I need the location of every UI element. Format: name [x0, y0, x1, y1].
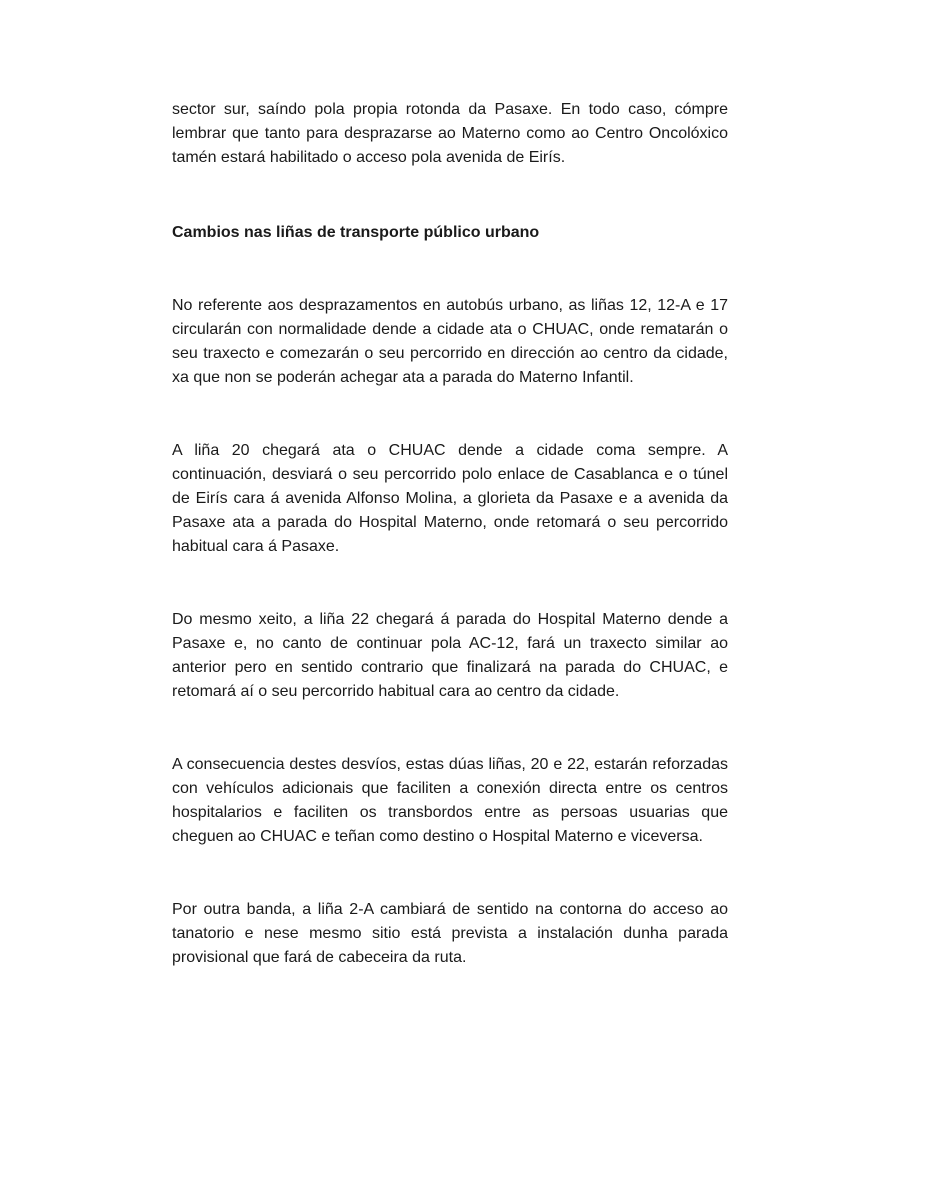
document-page — [172, 98, 728, 970]
paragraph-line-2a: Por outra banda, a liña 2-A cambiará de sentido na contorna do acceso ao tanatorio e nese mesmo sitio está prevista a instalación dunha parada provisional que fará de cabeceira da ruta. — [172, 901, 728, 966]
paragraph-bus-lines-12-17: No referente aos desprazamentos en autobús urbano, as liñas 12, 12-A e 17 circularán con normalidade dende a cidade ata o CHUAC, onde rematarán o seu traxecto e comezarán o seu percorrido en dirección ao centro da cidade, xa que non se poderán achegar ata a parada do Materno Infantil. — [172, 297, 728, 386]
intro-paragraph: sector sur, saíndo pola propia rotonda da Pasaxe. En todo caso, cómpre lembrar que tanto para desprazarse ao Materno como ao Centro Oncolóxico tamén estará habilitado o acceso pola avenida de Eirís. — [172, 101, 728, 166]
paragraph-line-20: A liña 20 chegará ata o CHUAC dende a cidade coma sempre. A continuación, desviará o seu percorrido polo enlace de Casablanca e o túnel de Eirís cara á avenida Alfonso Molina, a glorieta da Pasaxe e a avenida da Pasaxe ata a parada do Hospital Materno, onde retomará o seu percorrido habitual cara á Pasaxe. — [172, 442, 728, 555]
section-heading: Cambios nas liñas de transporte público urbano — [172, 224, 540, 241]
paragraph-reinforcement: A consecuencia destes desvíos, estas dúas liñas, 20 e 22, estarán reforzadas con vehículos adicionais que faciliten a conexión directa entre os centros hospitalarios e faciliten os transbordos entre as persoas usuarias que cheguen ao CHUAC e teñan como destino o Hospital Materno e viceversa. — [172, 756, 728, 845]
paragraph-line-22: Do mesmo xeito, a liña 22 chegará á parada do Hospital Materno dende a Pasaxe e, no canto de continuar pola AC-12, fará un traxecto similar ao anterior pero en sentido contrario que finalizará na parada do CHUAC, e retomará aí o seu percorrido habitual cara ao centro da cidade. — [172, 611, 728, 700]
